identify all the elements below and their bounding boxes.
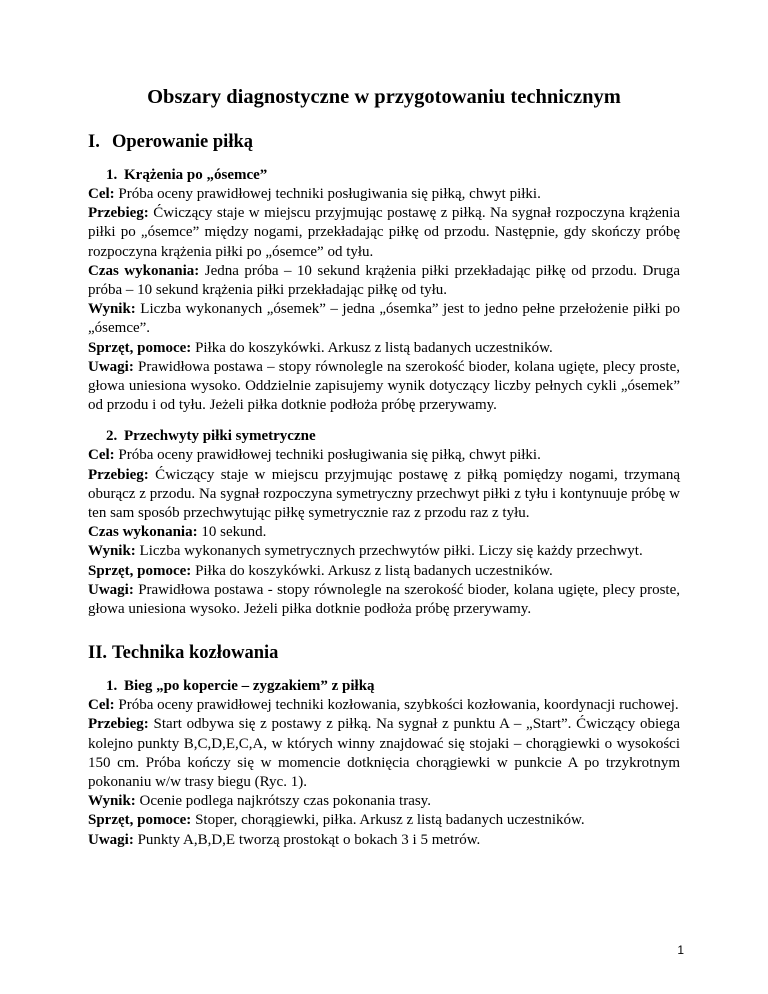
- paragraph-text: Próba oceny prawidłowej techniki posługiwania się piłką, chwyt piłki.: [114, 186, 541, 202]
- subsection-heading-bieg-po-kopercie: [88, 677, 680, 696]
- paragraph-label: Uwagi:: [88, 581, 134, 598]
- section-heading-technika-kozlowania: [88, 641, 680, 665]
- paragraph-sprzet: [88, 339, 680, 358]
- paragraph-label: Przebieg:: [88, 466, 149, 483]
- subsection-heading-krazenia: [88, 166, 680, 185]
- paragraph-wynik: [88, 542, 680, 561]
- paragraph-label: Wynik:: [88, 793, 136, 810]
- page-number: 1: [677, 943, 684, 957]
- paragraph-cel: [88, 696, 680, 715]
- subsection-title: Przechwyty piłki symetryczne: [124, 428, 316, 445]
- paragraph-label: Cel:: [88, 447, 115, 464]
- paragraph-text: Próba oceny prawidłowej techniki kozłowania, szybkości kozłowania, koordynacji ruchowej.: [114, 697, 679, 714]
- paragraph-sprzet: [88, 811, 680, 830]
- paragraph-label: Sprzęt, pomoce:: [88, 339, 192, 356]
- paragraph-text: Stoper, chorągiewki, piłka. Arkusz z listą badanych uczestników.: [191, 812, 585, 829]
- paragraph-uwagi: [88, 358, 680, 416]
- paragraph-przebieg: [88, 466, 680, 524]
- paragraph-uwagi: [88, 831, 680, 850]
- paragraph-text: Liczba wykonanych „ósemek” – jedna „ósemka” jest to jedno pełne przełożenie piłki po „ósemce”.: [88, 301, 680, 337]
- paragraph-wynik: [88, 300, 680, 338]
- paragraph-label: Sprzęt, pomoce:: [88, 812, 192, 829]
- paragraph-label: Wynik:: [88, 301, 136, 318]
- paragraph-text: Ocenie podlega najkrótszy czas pokonania trasy.: [135, 793, 431, 810]
- paragraph-label: Przebieg:: [88, 205, 149, 222]
- paragraph-text: Punkty A,B,D,E tworzą prostokąt o bokach 3 i 5 metrów.: [133, 831, 481, 848]
- paragraph-label: Uwagi:: [88, 831, 134, 848]
- paragraph-text: Jedna próba – 10 sekund krążenia piłki przekładając piłkę od przodu. Druga próba – 10 sekund krążenia piłki przekładając piłkę od tyłu.: [88, 262, 680, 299]
- paragraph-czas-wykonania: [88, 262, 680, 300]
- section-title: Technika kozłowania: [112, 643, 279, 664]
- section-heading-operowanie: [88, 130, 680, 154]
- paragraph-label: Przebieg:: [88, 716, 149, 733]
- paragraph-label: Uwagi:: [88, 358, 134, 375]
- paragraph-wynik: [88, 792, 680, 811]
- section-title: Operowanie piłką: [112, 132, 253, 152]
- paragraph-text: 10 sekund.: [197, 524, 267, 541]
- subsection-number: 1.: [106, 167, 118, 183]
- paragraph-label: Cel:: [88, 186, 115, 202]
- subsection-title: Krążenia po „ósemce”: [124, 167, 268, 183]
- paragraph-label: Cel:: [88, 697, 115, 714]
- subsection-title: Bieg „po kopercie – zygzakiem” z piłką: [124, 678, 375, 695]
- paragraph-label: Sprzęt, pomoce:: [88, 562, 192, 579]
- paragraph-text: Start odbywa się z postawy z piłką. Na sygnał z punktu A – „Start”. Ćwiczący obiega kolejno punkty B,C,D,E,C,A, w których winny znajdować się stojaki – chorągiewki o wysokości 150 cm. Próba kończy się w momencie dotknięcia chorągiewki w punkcie A po trzykrotnym pokonaniu w/w trasy biegu (Ryc. 1).: [88, 716, 680, 791]
- paragraph-label: Czas wykonania:: [88, 262, 200, 279]
- section-number: II.: [88, 643, 108, 664]
- paragraph-przebieg: [88, 715, 680, 792]
- paragraph-text: Ćwiczący staje w miejscu przyjmując postawę z piłką pomiędzy nogami, trzymaną oburącz z przodu. Na sygnał rozpoczyna symetryczny przechwyt piłki z tyłu i kontynuuje próbę w ten sam sposób przechwytując piłkę symetrycznie raz z przodu raz z tyłu.: [88, 466, 680, 522]
- paragraph-text: Piłka do koszykówki. Arkusz z listą badanych uczestników.: [191, 562, 553, 579]
- paragraph-cel: [88, 446, 680, 465]
- paragraph-text: Próba oceny prawidłowej techniki posługiwania się piłką, chwyt piłki.: [114, 447, 541, 464]
- paragraph-label: Czas wykonania:: [88, 524, 198, 541]
- paragraph-text: Ćwiczący staje w miejscu przyjmując postawę z piłką. Na sygnał rozpoczyna krążenia piłki po „ósemce” między nogami, przekładając piłkę od przodu. Następnie, gdy skończy próbę rozpoczyna krążenia piłki po „ósemce” od tyłu.: [88, 205, 680, 260]
- paragraph-text: Prawidłowa postawa – stopy równolegle na szerokość bioder, kolana ugięte, plecy proste, głowa uniesiona wysoko. Oddzielnie zapisujemy wynik dotyczący liczby pełnych cykli „ósemek” od przodu i od tyłu. Jeżeli piłka dotknie podłoża próbę przerywamy.: [88, 358, 680, 414]
- section-number: I.: [88, 132, 100, 152]
- paragraph-label: Wynik:: [88, 543, 136, 560]
- subsection-number: 1.: [106, 678, 118, 695]
- paragraph-uwagi: [88, 581, 680, 619]
- paragraph-text: Liczba wykonanych symetrycznych przechwytów piłki. Liczy się każdy przechwyt.: [135, 543, 643, 560]
- paragraph-text: Prawidłowa postawa - stopy równolegle na szerokość bioder, kolana ugięte, plecy proste, głowa uniesiona wysoko. Jeżeli piłka dotknie podłoża próbę przerywamy.: [88, 581, 680, 618]
- paragraph-sprzet: [88, 562, 680, 581]
- paragraph-cel: [88, 185, 680, 204]
- paragraph-czas-wykonania: [88, 523, 680, 542]
- subsection-number: 2.: [106, 428, 118, 445]
- document-title: Obszary diagnostyczne w przygotowaniu technicznym: [147, 86, 621, 108]
- paragraph-text: Piłka do koszykówki. Arkusz z listą badanych uczestników.: [191, 339, 553, 356]
- paragraph-przebieg: [88, 204, 680, 262]
- subsection-heading-przechwyty: [88, 427, 680, 446]
